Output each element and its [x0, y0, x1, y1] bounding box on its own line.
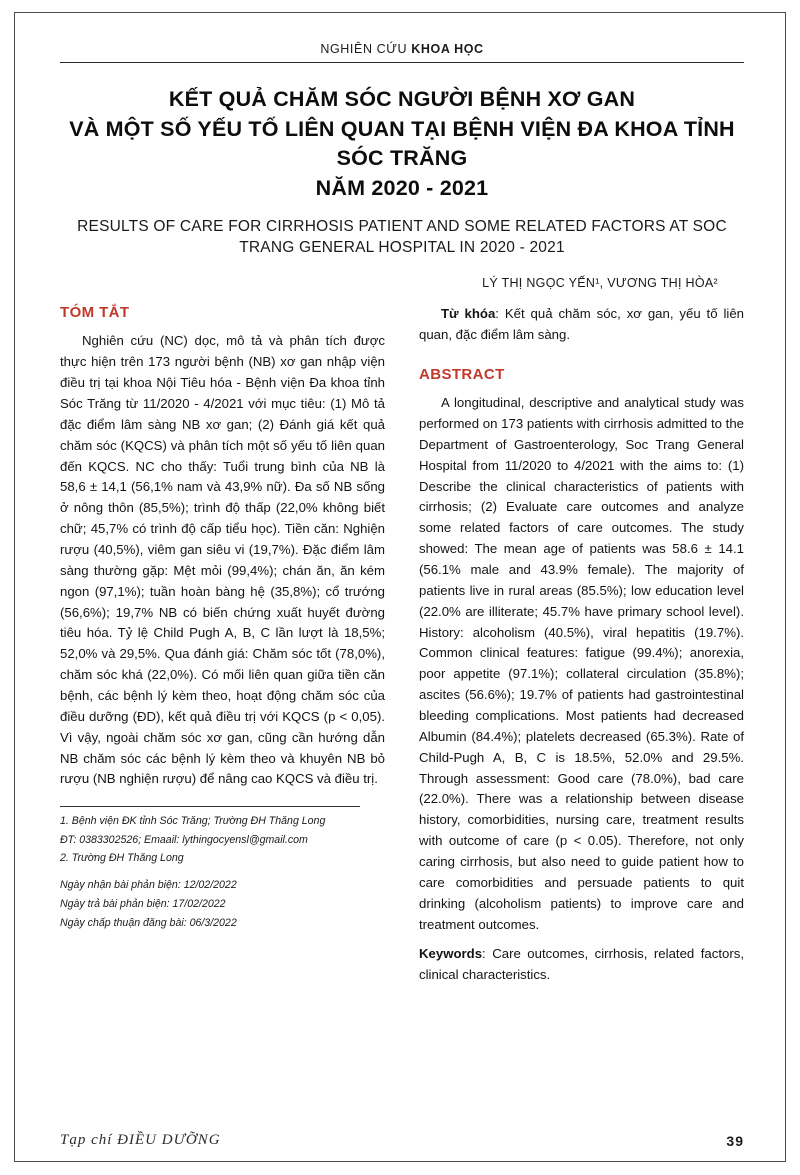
- abstract-paragraph: A longitudinal, descriptive and analytical study was performed on 173 patients with cirrhosis admitted to the Department of Gastroenterology, Soc Trang General Hospital from 11/2020 to 4/2021 with the aims to: (1) Describe the clinical characteristics of patients with cirrhosis; (2) Evaluate care outcomes and analyze some related factors of care outcomes. The study showed: The mean age of patients was 58.6 ± 14.1 (56.1% male and 43.9% female). The majority of patients live in rural areas (85.5%); low education level (22.0% are illiterate; 45.7% have primary school level). History: alcoholism (40.5%), viral hepatitis (19.7%). Common clinical features: fatigue (99.4%); anorexia, poor appetite (97.1%); collateral circulation (35.8%); ascites (56.6%); 19.7% of patients had gastrointestinal bleeding complications. Most patients had decreased Albumin (84.4%); platelets decreased (65.3%). Rate of Child-Pugh A, B, C is 18.5%, 52.0% and 29.5%. Through assessment: Good care (78.0%), bad care (22.0%). There was a relationship between disease history, comorbidities, nursing care, treatment results with outcome of care (p < 0.05). Therefore, not only caring cirrhosis, but also need to guide patient how to care comorbidities and persuade patients to quit drinking (alcoholism patients) to improve care and treatment outcomes.: [419, 395, 744, 932]
- page-content: [60, 34, 744, 995]
- title-vietnamese: [60, 85, 744, 204]
- two-column-body: [60, 304, 744, 995]
- running-head: [60, 42, 744, 56]
- title-block: [60, 85, 744, 258]
- footnote-2: 2. Trường ĐH Thăng Long: [60, 852, 184, 864]
- title-en-line-2: TRANG GENERAL HOSPITAL IN 2020 - 2021: [239, 239, 565, 256]
- keywords-vi-text: : Kết quả chăm sóc, xơ gan, yếu tố liên quan, đặc điểm lâm sàng.: [419, 306, 744, 343]
- title-vi-line-1: KẾT QUẢ CHĂM SÓC NGƯỜI BỆNH XƠ GAN: [168, 87, 636, 111]
- title-vi-line-2: VÀ MỘT SỐ YẾU TỐ LIÊN QUAN TẠI BỆNH VIỆN ĐA KHOA TỈNH SÓC TRĂNG: [69, 116, 735, 171]
- title-english: [60, 216, 744, 259]
- header-rule: [60, 62, 744, 63]
- running-head-prefix: NGHIÊN CỨU: [320, 42, 412, 56]
- title-vi-line-3: NĂM 2020 - 2021: [315, 175, 489, 200]
- keywords-en-text: : Care outcomes, cirrhosis, related factors, clinical characteristics.: [419, 946, 744, 983]
- keywords-english: [419, 944, 744, 986]
- right-column: [419, 304, 744, 995]
- footnote-1: 1. Bệnh viện ĐK tỉnh Sóc Trăng; Trường ĐH Thăng Long: [60, 815, 326, 828]
- summary-paragraph: Nghiên cứu (NC) dọc, mô tả và phân tích được thực hiện trên 173 người bệnh (NB) xơ gan nhập viện điều trị tại khoa Nội Tiêu hóa - Bệnh viện Đa khoa tỉnh Sóc Trăng từ 11/2020 - 4/2021 với mục tiêu: (1) Mô tả đặc điểm lâm sàng NB xơ gan; (2) Đánh giá kết quả chăm sóc (KQCS) và phân tích một số yếu tố liên quan đến KQCS. NC cho thấy: Tuổi trung bình của NB là 58,6 ± 14,1 (56,1% nam và 43,9% nữ). Đa số NB sống ở nông thôn (85,5%); trình độ thấp (22,0% không biết chữ; 45,7% có trình độ cấp tiểu học). Tiền căn: Nghiện rượu (40,5%), viêm gan siêu vi (19,7%). Đặc điểm lâm sàng thường gặp: Mệt mỏi (99,4%); chán ăn, ăn kém ngon (97,1%); tuần hoàn bàng hệ (35,8%); cổ trướng (56,6%); 19,7% NB có biến chứng xuất huyết đường tiêu hóa. Tỷ lệ Child Pugh A, B, C lần lượt là 18,5%; 52,0% và 29,5%. Qua đánh giá: Chăm sóc tốt (78,0%), chăm sóc khá (22,0%). Có mối liên quan giữa tiền căn bệnh, các bệnh lý kèm theo, hoạt động chăm sóc của điều dưỡng (ĐD), kết quả điều trị với KQCS (p < 0,05). Vì vậy, ngoài chăm sóc xơ gan, cũng cần hướng dẫn NB chăm sóc các bệnh lý kèm theo và khuyên NB bỏ rượu (NB nghiện rượu) để nâng cao KQCS và điều trị.: [60, 333, 385, 787]
- page-footer: [60, 1132, 744, 1149]
- date-accepted: Ngày chấp thuận đăng bài: 06/3/2022: [60, 917, 237, 930]
- submission-dates: [60, 878, 385, 932]
- date-reviewed: Ngày trả bài phản biện: 17/02/2022: [60, 898, 226, 911]
- summary-heading: TÓM TẮT: [60, 304, 130, 322]
- keywords-en-label: Keywords: [419, 946, 483, 962]
- author-footnotes: [60, 806, 360, 866]
- title-en-line-1: RESULTS OF CARE FOR CIRRHOSIS PATIENT AND SOME RELATED FACTORS AT SOC: [77, 217, 727, 235]
- keywords-vietnamese: [419, 304, 744, 346]
- abstract-heading: ABSTRACT: [419, 366, 505, 384]
- author-list: LÝ THỊ NGỌC YẾN¹, VƯƠNG THỊ HÒA²: [482, 276, 718, 291]
- keywords-vi-label: Từ khóa: [441, 306, 496, 322]
- journal-logo: Tạp chí ĐIỀU DƯỠNG: [60, 1132, 221, 1148]
- left-column: [60, 304, 385, 995]
- page-number: 39: [726, 1133, 744, 1149]
- running-head-bold: KHOA HỌC: [411, 42, 484, 56]
- date-received: Ngày nhận bài phản biện: 12/02/2022: [60, 879, 237, 892]
- footnote-contact: ĐT: 0383302526; Emaail: lythingocyensl@gmail.com: [60, 833, 308, 846]
